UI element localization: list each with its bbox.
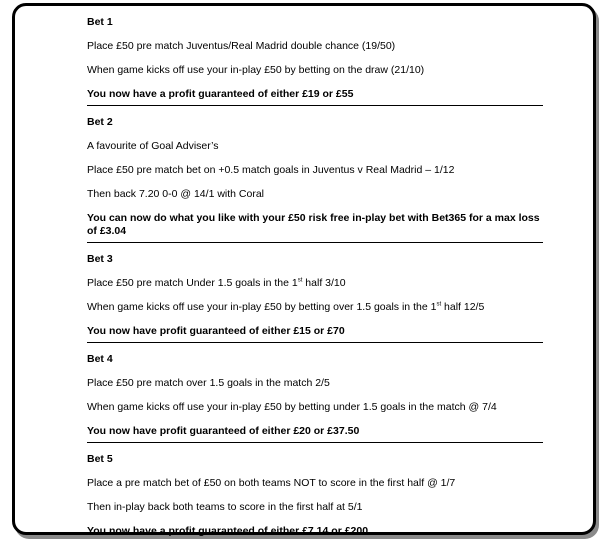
bet-3-section <box>87 243 543 343</box>
bet-5-summary: You now have a profit guaranteed of either £7.14 or £200 <box>87 525 369 537</box>
bet-3-title: Bet 3 <box>87 253 113 265</box>
bet-5-line-1: Place a pre match bet of £50 on both teams NOT to score in the first half @ 1/7 <box>87 477 456 489</box>
bet-2-section <box>87 106 543 243</box>
bet-5-line-2: Then in-play back both teams to score in the first half at 5/1 <box>87 501 363 513</box>
bet-4-line-2: When game kicks off use your in-play £50 by betting under 1.5 goals in the match @ 7/4 <box>87 401 497 413</box>
bet-3-line-1-text: Place £50 pre match Under 1.5 goals in the 1 <box>87 277 298 289</box>
bet-3-line-1 <box>87 277 543 290</box>
bet-3-line-1-ordinal: st <box>297 277 303 284</box>
bet-2-summary: You can now do what you like with your £50 risk free in-play bet with Bet365 for a max loss of £3.04 <box>87 212 540 237</box>
bet-5-section <box>87 443 543 542</box>
bet-2-title: Bet 2 <box>87 116 113 128</box>
bet-1-line-1: Place £50 pre match Juventus/Real Madrid double chance (19/50) <box>87 40 396 52</box>
bet-4-line-1: Place £50 pre match over 1.5 goals in the match 2/5 <box>87 377 330 389</box>
document-content <box>87 16 543 542</box>
bet-3-line-2 <box>87 301 543 314</box>
bet-1-section <box>87 16 543 106</box>
bet-4-title: Bet 4 <box>87 353 113 365</box>
bet-3-line-2-text: When game kicks off use your in-play £50 by betting over 1.5 goals in the 1 <box>87 301 437 313</box>
bet-2-line-1: A favourite of Goal Adviser’s <box>87 140 219 152</box>
document-frame <box>12 3 596 535</box>
bet-2-line-3: Then back 7.20 0-0 @ 14/1 with Coral <box>87 188 265 200</box>
bet-4-section <box>87 343 543 443</box>
bet-3-line-2-ordinal: st <box>436 301 442 308</box>
bet-1-summary: You now have a profit guaranteed of either £19 or £55 <box>87 88 354 100</box>
bet-4-summary: You now have profit guaranteed of either £20 or £37.50 <box>87 425 360 437</box>
bet-3-summary: You now have profit guaranteed of either £15 or £70 <box>87 325 345 337</box>
bet-3-line-2-tail: half 12/5 <box>441 301 485 313</box>
bet-2-line-2: Place £50 pre match bet on +0.5 match goals in Juventus v Real Madrid – 1/12 <box>87 164 455 176</box>
bet-1-title: Bet 1 <box>87 16 113 28</box>
bet-1-line-2: When game kicks off use your in-play £50 by betting on the draw (21/10) <box>87 64 425 76</box>
bet-5-title: Bet 5 <box>87 453 113 465</box>
bet-3-line-1-tail: half 3/10 <box>302 277 346 289</box>
